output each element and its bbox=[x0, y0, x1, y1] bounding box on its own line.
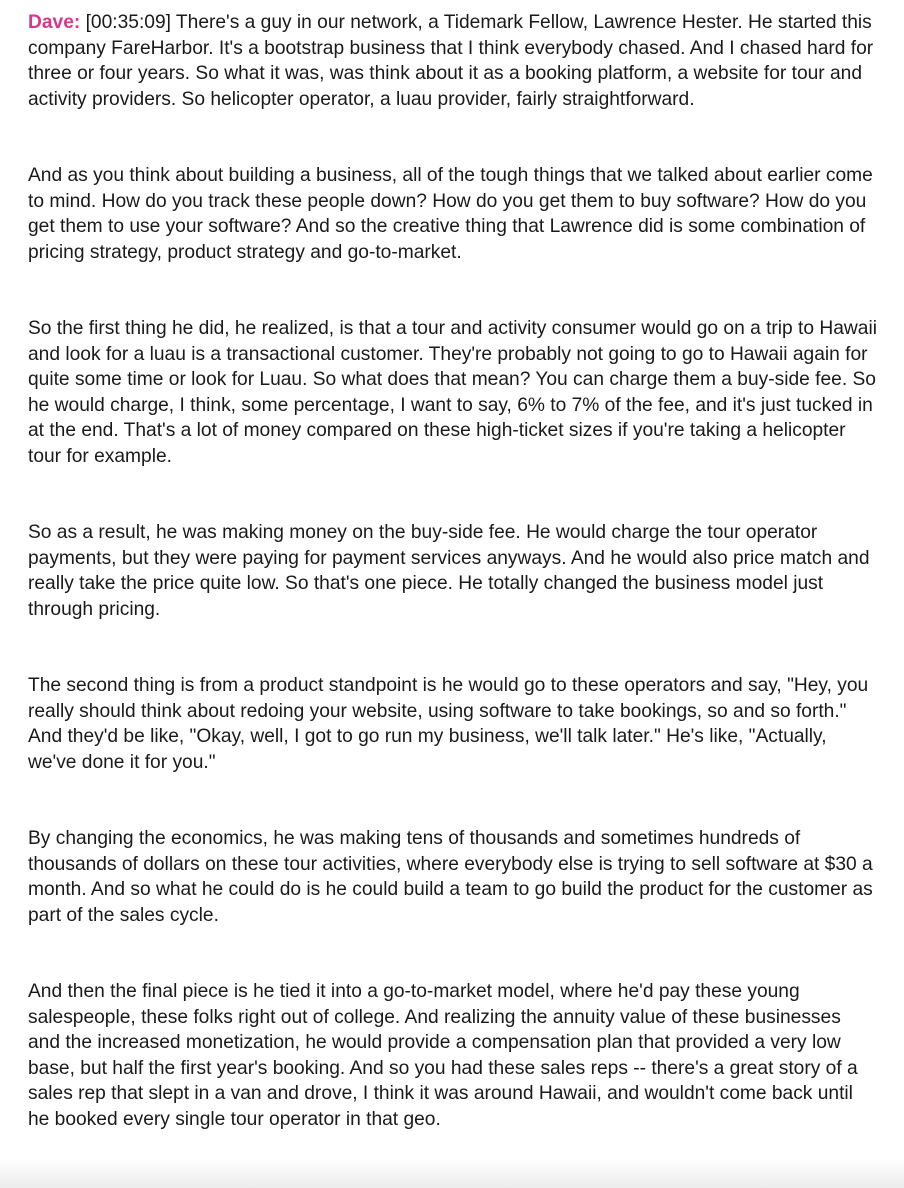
transcript-paragraph-2: And as you think about building a business, all of the tough things that we talked about earlier come to mind. How do you track these people down? How do you get them to buy software? How do you get them to use your software? And so the creative thing that Lawrence did is some combination of pricing strategy, product strategy and go-to-market. bbox=[28, 165, 873, 263]
transcript-paragraph-3: So the first thing he did, he realized, is that a tour and activity consumer would go on a trip to Hawaii and look for a luau is a transactional customer. They're probably not going to go to Hawaii again for quite some time or look for Luau. So what does that mean? You can charge them a buy-side fee. So he would charge, I think, some percentage, I want to say, 6% to 7% of the fee, and it's just tucked in at the end. That's a lot of money compared on these high-ticket sizes if you're taking a helicopter tour for example. bbox=[28, 318, 877, 467]
transcript-paragraph-5: The second thing is from a product standpoint is he would go to these operators and say, "Hey, you really should think about redoing your website, using software to take bookings, so and so forth." And they'd be like, "Okay, well, I got to go run my business, we'll talk later." He's like, "Actually, we've done it for you." bbox=[28, 675, 869, 773]
bottom-edge-shadow bbox=[0, 1158, 904, 1188]
transcript-paragraph-1 bbox=[28, 10, 878, 112]
transcript-paragraph-4: So as a result, he was making money on the buy-side fee. He would charge the tour operator payments, but they were paying for payment services anyways. And he would also price match and really take the price quite low. So that's one piece. He totally changed the business model just through pricing. bbox=[28, 522, 870, 620]
transcript-paragraph-7: And then the final piece is he tied it into a go-to-market model, where he'd pay these young salespeople, these folks right out of college. And realizing the annuity value of these businesses and the increased monetization, he would provide a compensation plan that provided a very low base, but half the first year's booking. And so you had these sales reps -- there's a great story of a sales rep that slept in a van and drove, I think it was around Hawaii, and wouldn't come back until he booked every single tour operator in that geo. bbox=[28, 981, 858, 1130]
transcript-document bbox=[28, 10, 878, 1183]
speaker-label: Dave: bbox=[28, 12, 81, 33]
transcript-paragraph-6: By changing the economics, he was making tens of thousands and sometimes hundreds of thousands of dollars on these tour activities, where everybody else is trying to sell software at $30 a month. And so what he could do is he could build a team to go build the product for the customer as part of the sales cycle. bbox=[28, 828, 873, 926]
paragraph-text: [00:35:09] There's a guy in our network, a Tidemark Fellow, Lawrence Hester. He started this company FareHarbor. It's a bootstrap business that I think everybody chased. And I chased hard for three or four years. So what it was, was think about it as a booking platform, a website for tour and activity providers. So helicopter operator, a luau provider, fairly straightforward. bbox=[28, 12, 874, 110]
